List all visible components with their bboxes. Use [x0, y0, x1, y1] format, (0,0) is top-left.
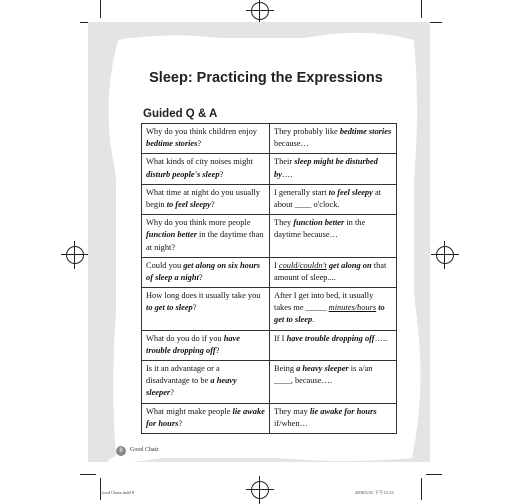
cell-text: Is it an advantage or a disadvantage to be	[146, 364, 220, 386]
table-row	[142, 330, 397, 360]
expression-text: lie awake for hours	[146, 406, 265, 428]
table-row	[142, 288, 397, 331]
table-row	[142, 154, 397, 184]
cell-text: Being	[274, 364, 297, 373]
question-cell	[142, 124, 270, 154]
question-cell	[142, 361, 270, 404]
table-row	[142, 361, 397, 404]
crop-mark-bottom-left-h	[80, 474, 96, 475]
cell-text: Why do you think more people	[146, 218, 251, 228]
cell-text: I	[274, 260, 279, 270]
cell-text: …..	[374, 333, 388, 343]
cell-text: They probably like	[274, 127, 340, 136]
cell-text: .	[312, 315, 315, 325]
cell-text: because…	[274, 139, 309, 149]
registration-mark-top	[251, 2, 269, 20]
answer-cell	[270, 257, 397, 287]
expression-text: function better	[146, 230, 197, 240]
footer-label: Good Chatz	[130, 447, 159, 453]
crop-mark-bottom-right-v	[421, 478, 422, 500]
cell-text: ?	[219, 169, 224, 179]
question-cell	[142, 330, 270, 360]
cell-text: in the daytime because…	[274, 218, 366, 240]
page-number-badge: 8	[116, 446, 126, 456]
answer-cell	[270, 124, 397, 154]
cell-text: What kinds of city noises might	[146, 157, 253, 167]
cell-text: What might make people	[146, 406, 233, 416]
cell-text: If I	[274, 333, 287, 343]
cell-text: at about ____ o'clock.	[274, 187, 381, 209]
slug-right: 2008/5/25 下午12:33	[355, 490, 394, 495]
crop-mark-bottom-right-h	[426, 474, 442, 475]
cell-text: What do you do if you	[146, 333, 224, 343]
section-heading: Guided Q & A	[143, 108, 218, 120]
expression-text: have trouble dropping off	[146, 333, 240, 355]
answer-cell	[270, 403, 397, 433]
cell-text: How long does it usually take you	[146, 291, 261, 301]
expression-text: bedtime stories	[146, 139, 198, 149]
registration-mark-right	[436, 246, 454, 264]
cell-text: ?	[210, 199, 215, 209]
slug-left: Good Chatz.indd 8	[100, 490, 135, 495]
expression-text: to get to sleep	[274, 303, 385, 325]
answer-cell	[270, 184, 397, 214]
cell-text: What time at night do you usually begin	[146, 187, 260, 209]
cell-text: ?	[170, 388, 174, 398]
cell-text: is a/an ____, because….	[274, 364, 373, 386]
table-row	[142, 124, 397, 154]
expression-text: get along on six hours of sleep a night	[146, 260, 261, 282]
cell-text: ….	[281, 169, 293, 179]
expression-text: have trouble dropping off	[286, 333, 375, 343]
answer-cell	[270, 361, 397, 404]
answer-cell	[270, 154, 397, 184]
cell-text: if/when…	[274, 418, 308, 428]
expression-text: to feel sleepy	[328, 187, 373, 197]
answer-cell	[270, 288, 397, 331]
registration-mark-bottom	[251, 481, 269, 499]
expression-text: to feel sleepy	[166, 199, 211, 209]
expression-text: a heavy sleeper	[296, 364, 349, 373]
registration-mark-left	[66, 246, 84, 264]
crop-mark-top-left-v	[100, 0, 101, 18]
crop-mark-top-right-v	[421, 0, 422, 18]
cell-text: Could you	[146, 260, 184, 270]
cell-text: ?	[215, 345, 220, 355]
expression-text: to get to sleep	[146, 303, 193, 313]
page-title: Sleep: Practicing the Expressions	[149, 70, 383, 86]
question-cell	[142, 257, 270, 287]
question-cell	[142, 403, 270, 433]
question-cell	[142, 184, 270, 214]
expression-text: could/couldn't	[278, 260, 327, 270]
question-cell	[142, 215, 270, 258]
qa-table	[141, 123, 397, 434]
table-row	[142, 184, 397, 214]
expression-text: bedtime stories	[339, 127, 392, 136]
expression-text: minutes/hours	[328, 303, 377, 313]
cell-text: ?	[192, 303, 197, 313]
expression-text: function better	[293, 218, 345, 228]
expression-text: a heavy sleeper	[146, 376, 237, 398]
cell-text: ?	[178, 418, 183, 428]
cell-text: Their	[274, 157, 295, 167]
table-row	[142, 257, 397, 287]
expression-text: disturb people's sleep	[146, 169, 220, 179]
cell-text: ?	[198, 272, 203, 282]
cell-text: I generally start	[274, 187, 329, 197]
cell-text: Why do you think children enjoy	[146, 127, 257, 136]
crop-mark-bottom-left-v	[100, 478, 101, 500]
cell-text: They may	[274, 406, 310, 416]
cell-text: They	[274, 218, 294, 228]
expression-text: get along on	[328, 260, 372, 270]
expression-text: lie awake for hours	[309, 406, 377, 416]
cell-text: that amount of sleep....	[274, 260, 387, 282]
answer-cell	[270, 215, 397, 258]
cell-text: in the daytime than at night?	[146, 230, 264, 252]
table-row	[142, 403, 397, 433]
cell-text: ?	[197, 139, 202, 149]
table-row	[142, 215, 397, 258]
expression-text: sleep might be disturbed by	[274, 157, 378, 179]
cell-text: After I get into bed, it usually takes me _____	[274, 291, 374, 313]
question-cell	[142, 288, 270, 331]
answer-cell	[270, 330, 397, 360]
question-cell	[142, 154, 270, 184]
